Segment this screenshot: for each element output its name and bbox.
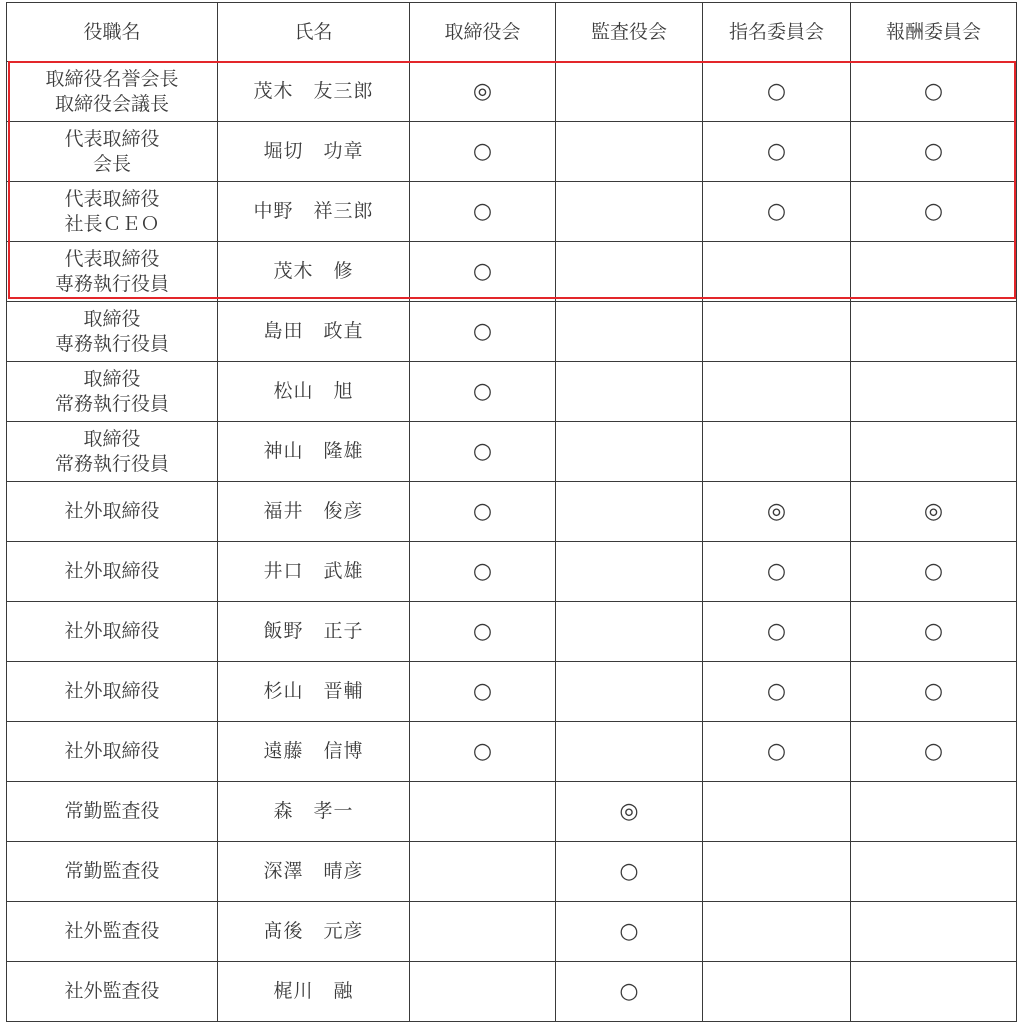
header-remuneration: 報酬委員会 (851, 3, 1017, 62)
name-cell: 松山 旭 (218, 362, 410, 422)
nomination-cell (703, 362, 851, 422)
audit-cell (556, 722, 703, 782)
table-row (7, 962, 1017, 1022)
remuneration-cell: ○ (851, 182, 1017, 242)
header-role: 役職名 (7, 3, 218, 62)
role-cell: 取締役 常務執行役員 (7, 362, 218, 422)
name-cell: 茂木 友三郎 (218, 62, 410, 122)
role-cell: 代表取締役 社長ＣＥＯ (7, 182, 218, 242)
remuneration-cell (851, 242, 1017, 302)
header-nomination: 指名委員会 (703, 3, 851, 62)
nomination-cell (703, 242, 851, 302)
table-row (7, 662, 1017, 722)
table-row (7, 62, 1017, 122)
name-cell: 福井 俊彦 (218, 482, 410, 542)
role-cell: 代表取締役 専務執行役員 (7, 242, 218, 302)
remuneration-cell (851, 962, 1017, 1022)
table-row (7, 122, 1017, 182)
name-cell: 梶川 融 (218, 962, 410, 1022)
name-cell: 中野 祥三郎 (218, 182, 410, 242)
remuneration-cell (851, 902, 1017, 962)
remuneration-cell: ○ (851, 542, 1017, 602)
audit-cell (556, 362, 703, 422)
table-row (7, 542, 1017, 602)
role-cell: 社外取締役 (7, 602, 218, 662)
name-cell: 杉山 晋輔 (218, 662, 410, 722)
role-cell: 社外監査役 (7, 902, 218, 962)
role-cell: 社外取締役 (7, 482, 218, 542)
role-cell: 社外監査役 (7, 962, 218, 1022)
audit-cell (556, 482, 703, 542)
board-cell: ○ (410, 182, 556, 242)
table-row (7, 782, 1017, 842)
board-cell (410, 962, 556, 1022)
audit-cell: ○ (556, 842, 703, 902)
role-cell: 社外取締役 (7, 662, 218, 722)
board-cell: ○ (410, 122, 556, 182)
name-cell: 島田 政直 (218, 302, 410, 362)
table-row (7, 482, 1017, 542)
audit-cell (556, 62, 703, 122)
role-cell: 社外取締役 (7, 542, 218, 602)
board-cell (410, 902, 556, 962)
name-cell: 堀切 功章 (218, 122, 410, 182)
nomination-cell: ○ (703, 542, 851, 602)
name-cell: 神山 隆雄 (218, 422, 410, 482)
header-board: 取締役会 (410, 3, 556, 62)
nomination-cell: ○ (703, 602, 851, 662)
audit-cell (556, 542, 703, 602)
role-cell: 代表取締役 会長 (7, 122, 218, 182)
audit-cell (556, 302, 703, 362)
audit-cell (556, 122, 703, 182)
table-row (7, 902, 1017, 962)
table-row (7, 722, 1017, 782)
role-cell: 取締役 常務執行役員 (7, 422, 218, 482)
remuneration-cell: ○ (851, 722, 1017, 782)
header-name: 氏名 (218, 3, 410, 62)
header-row (7, 3, 1017, 62)
board-cell: ○ (410, 422, 556, 482)
board-membership-table (6, 2, 1017, 1022)
nomination-cell (703, 302, 851, 362)
board-cell: ○ (410, 242, 556, 302)
nomination-cell: ○ (703, 182, 851, 242)
table-row (7, 422, 1017, 482)
board-cell: ○ (410, 362, 556, 422)
audit-cell (556, 662, 703, 722)
audit-cell (556, 422, 703, 482)
board-cell: ○ (410, 722, 556, 782)
remuneration-cell (851, 362, 1017, 422)
remuneration-cell: ○ (851, 602, 1017, 662)
role-cell: 常勤監査役 (7, 782, 218, 842)
nomination-cell (703, 902, 851, 962)
table-row (7, 242, 1017, 302)
name-cell: 飯野 正子 (218, 602, 410, 662)
name-cell: 髙後 元彦 (218, 902, 410, 962)
name-cell: 茂木 修 (218, 242, 410, 302)
nomination-cell: ○ (703, 122, 851, 182)
board-cell: ○ (410, 542, 556, 602)
remuneration-cell (851, 842, 1017, 902)
nomination-cell (703, 422, 851, 482)
nomination-cell: ○ (703, 722, 851, 782)
nomination-cell: ○ (703, 62, 851, 122)
remuneration-cell (851, 422, 1017, 482)
remuneration-cell: ◎ (851, 482, 1017, 542)
nomination-cell (703, 782, 851, 842)
role-cell: 取締役 専務執行役員 (7, 302, 218, 362)
nomination-cell: ○ (703, 662, 851, 722)
board-cell (410, 842, 556, 902)
remuneration-cell (851, 782, 1017, 842)
audit-cell: ○ (556, 962, 703, 1022)
table-row (7, 182, 1017, 242)
table-row (7, 842, 1017, 902)
audit-cell (556, 242, 703, 302)
role-cell: 常勤監査役 (7, 842, 218, 902)
nomination-cell (703, 962, 851, 1022)
audit-cell (556, 182, 703, 242)
nomination-cell: ◎ (703, 482, 851, 542)
header-audit: 監査役会 (556, 3, 703, 62)
table-row (7, 602, 1017, 662)
name-cell: 遠藤 信博 (218, 722, 410, 782)
remuneration-cell (851, 302, 1017, 362)
name-cell: 井口 武雄 (218, 542, 410, 602)
audit-cell: ◎ (556, 782, 703, 842)
remuneration-cell: ○ (851, 122, 1017, 182)
board-cell: ◎ (410, 62, 556, 122)
remuneration-cell: ○ (851, 662, 1017, 722)
table-row (7, 362, 1017, 422)
board-cell: ○ (410, 662, 556, 722)
name-cell: 森 孝一 (218, 782, 410, 842)
board-cell: ○ (410, 482, 556, 542)
audit-cell: ○ (556, 902, 703, 962)
board-cell (410, 782, 556, 842)
name-cell: 深澤 晴彦 (218, 842, 410, 902)
role-cell: 社外取締役 (7, 722, 218, 782)
board-cell: ○ (410, 602, 556, 662)
nomination-cell (703, 842, 851, 902)
remuneration-cell: ○ (851, 62, 1017, 122)
audit-cell (556, 602, 703, 662)
table-row (7, 302, 1017, 362)
board-cell: ○ (410, 302, 556, 362)
role-cell: 取締役名誉会長 取締役会議長 (7, 62, 218, 122)
